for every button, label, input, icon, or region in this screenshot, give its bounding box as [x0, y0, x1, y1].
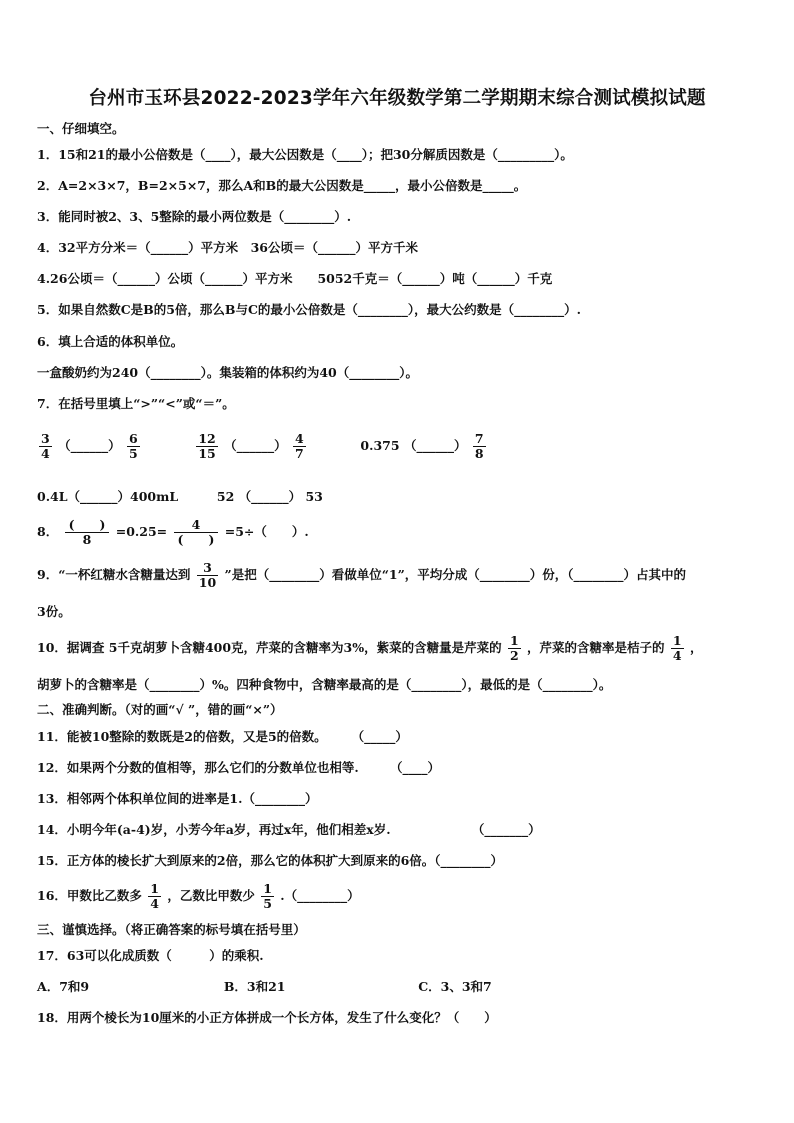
question-17: 17．63可以化成质数（ ）的乘积. — [37, 948, 264, 963]
section-heading-3: 三、谨慎选择。（将正确答案的标号填在括号里） — [37, 922, 306, 937]
fraction-4-7: $\frac{4}{7}$ — [295, 431, 304, 461]
comparison-volume: 0.4L（______）400mL — [37, 489, 179, 504]
question-16-part-2: ，乙数比甲数少 — [167, 888, 255, 903]
question-6-line-2: 一盒酸奶约为240（________）。集装箱的体积约为40（________）。 — [37, 365, 418, 380]
question-10-part-2: ，芹菜的含糖率是桔子的 — [527, 640, 665, 655]
fraction-1-2: $\frac{1}{2}$ — [509, 633, 519, 663]
page-title: 台州市玉环县2022-2023学年六年级数学第二学期期末综合测试模拟试题 — [88, 88, 706, 109]
question-7-comparisons — [37, 432, 488, 461]
question-10 — [37, 634, 703, 663]
question-9-part-2: ”是把（________）看做单位“1”，平均分成（________）份，（________）占其中的 — [224, 567, 687, 582]
comparison-powers: 52 （______） 53 — [216, 489, 323, 504]
question-18: 18．用两个棱长为10厘米的小正方体拼成一个长方体，发生了什么变化？（ ） — [37, 1010, 497, 1025]
fraction-3-4: $\frac{3}{4}$ — [41, 431, 50, 461]
question-5: 5．如果自然数C是B的5倍，那么B与C的最小公倍数是（________），最大公约数是（________）. — [37, 302, 582, 317]
fraction-1-4: $\frac{1}{4}$ — [150, 881, 159, 911]
question-6: 6．填上合适的体积单位。 — [37, 334, 184, 349]
question-10-part-3: ， — [689, 640, 703, 655]
question-4-line-1: 4．32平方分米＝（______）平方米 36公顷＝（______）平方千米 — [37, 240, 418, 255]
fraction-3-10: $\frac{3}{10}$ — [198, 560, 217, 590]
question-9-part-1: 9．“一杯红糖水含糖量达到 — [37, 567, 191, 582]
question-4-line-2: 4.26公顷＝（______）公顷（______）平方米 5052千克＝（______）吨（______）千克 — [37, 271, 553, 286]
question-16-part-1: 16．甲数比乙数多 — [37, 888, 142, 903]
question-10-part-1: 10．据调查 5千克胡萝卜含糖400克，芹菜的含糖率为3%，紫菜的含糖量是芹菜的 — [37, 640, 502, 655]
question-12: 12．如果两个分数的值相等，那么它们的分数单位也相等. （____） — [37, 760, 440, 775]
question-10-line-2: 胡萝卜的含糖率是（________）%。四种食物中，含糖率最高的是（________），最低的是（________）。 — [37, 677, 612, 692]
question-8 — [37, 518, 309, 547]
fraction-blank-over-8: $\frac{( )}{8}$ — [65, 518, 110, 547]
question-11: 11．能被10整除的数既是2的倍数，又是5的倍数。 （_____） — [37, 729, 408, 744]
question-13: 13．相邻两个体积单位间的进率是1.（________） — [37, 791, 318, 806]
fraction-1-4: $\frac{1}{4}$ — [672, 633, 682, 663]
question-16-part-3: .（________） — [280, 888, 360, 903]
question-15: 15．正方体的棱长扩大到原来的2倍，那么它的体积扩大到原来的6倍。（________） — [37, 853, 504, 868]
fraction-12-15: $\frac{12}{15}$ — [198, 431, 216, 461]
question-8-division: =5÷（ ）. — [224, 524, 309, 539]
fraction-1-5: $\frac{1}{5}$ — [263, 881, 272, 911]
question-2: 2．A=2×3×7，B=2×5×7，那么A和B的最大公因数是_____，最小公倍数是_____。 — [37, 178, 527, 193]
question-9-line-2: 3份。 — [37, 604, 71, 619]
comparison-blank-3: （______） — [403, 438, 467, 453]
fraction-4-over-blank: $\frac{4}{( )}$ — [174, 518, 219, 547]
option-c: C．3、3和7 — [418, 979, 492, 994]
section-heading-1: 一、仔细填空。 — [37, 121, 125, 136]
question-8-equals: =0.25= — [115, 524, 168, 539]
fraction-7-8: $\frac{7}{8}$ — [474, 431, 484, 461]
fraction-6-5: $\frac{6}{5}$ — [128, 431, 138, 461]
question-17-options — [37, 979, 492, 995]
question-16 — [37, 882, 360, 911]
question-9 — [37, 561, 686, 590]
question-1: 1．15和21的最小公倍数是（____），最大公因数是（____）；把30分解质因数是（_________）。 — [37, 147, 573, 162]
question-7: 7．在括号里填上“>”“<”或“＝”。 — [37, 396, 235, 411]
comparison-blank-1: （______） — [58, 438, 121, 453]
question-14: 14．小明今年(a-4)岁，小芳今年a岁，再过x年，他们相差x岁. （_______） — [37, 822, 541, 837]
decimal-0-375: 0.375 — [360, 438, 400, 453]
question-7-line-3 — [37, 489, 323, 505]
question-3: 3．能同时被2、3、5整除的最小两位数是（________）. — [37, 209, 352, 224]
section-heading-2: 二、准确判断。（对的画“√ ”，错的画“×”） — [37, 702, 283, 717]
question-8-number: 8． — [37, 524, 59, 539]
option-b: B．3和21 — [223, 979, 286, 994]
option-a: A．7和9 — [37, 979, 90, 994]
comparison-blank-2: （______） — [224, 438, 287, 453]
